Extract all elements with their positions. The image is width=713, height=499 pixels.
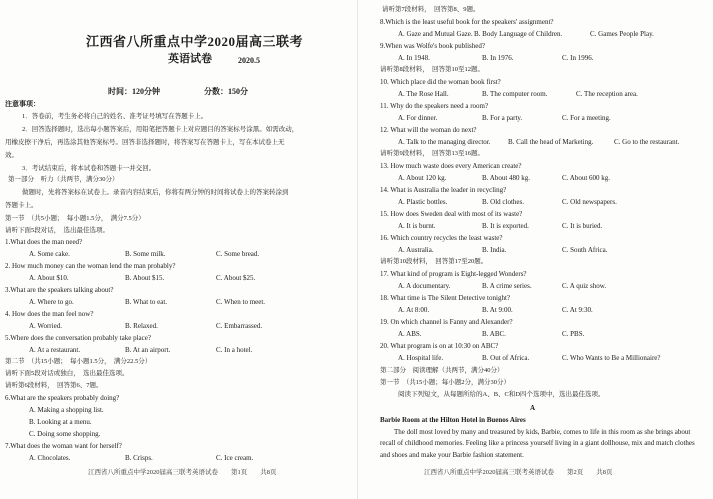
q9-option-b: B. In 1976. (482, 54, 514, 62)
q15-option-a: A. It is burnt. (398, 222, 436, 230)
question-12: 12. What will the woman do next? (380, 126, 477, 134)
q19-option-a: A. ABS. (398, 330, 422, 338)
section-2-instructions: 请听下面5段对话或独白， 选出最佳选项。 (5, 370, 129, 377)
section-1-heading: 第一节 （共5小题； 每小题1.5分， 满分7.5分） (5, 215, 145, 222)
q16-option-a: A. Australia. (398, 246, 434, 254)
question-8: 8.Which is the least useful book for the speakers' assignment? (380, 18, 554, 26)
q12-option-c: C. Go to the restaurant. (614, 138, 680, 146)
q8-option-a: A. Gaze and Mutual Gaze. (398, 30, 473, 38)
question-17: 17. What kind of program is Eight-legged Wonders? (380, 270, 527, 278)
part-2-section-1-instructions: 阅读下列短文，从每题所给的A、B、C和D四个选项中，选出最佳选项。 (398, 391, 605, 398)
q19-option-b: B. ABC. (482, 330, 506, 338)
section-2-heading: 第二节 （共15小题； 每小题1.5分， 满分22.5分） (5, 358, 152, 365)
material-10-instruction: 请听第10段材料， 回答第17至20题。 (380, 258, 488, 265)
exam-page-2 (358, 0, 713, 499)
q20-option-a: A. Hospital life. (398, 354, 444, 362)
q8-option-c: C. Games People Play. (590, 30, 654, 38)
q2-option-c: C. About $25. (216, 274, 256, 282)
question-1: 1.What does the man need? (5, 238, 83, 246)
question-5: 5.Where does the conversation probably take place? (5, 334, 151, 342)
q10-option-b: B. The computer room. (482, 90, 548, 98)
q5-option-c: C. In a hotel. (216, 346, 253, 354)
question-6: 6.What are the speakers probably doing? (5, 394, 120, 402)
question-10: 10. Which place did the woman book first? (380, 78, 501, 86)
notes-heading: 注意事项： (5, 100, 40, 108)
q20-option-c: C. Who Wants to Be a Millionaire? (562, 354, 661, 362)
q18-option-c: C. At 9:30. (562, 306, 593, 314)
question-9: 9.When was Wolfe's book published? (380, 42, 485, 50)
q14-option-b: B. Old clothes. (482, 198, 524, 206)
note-3: 3．考试结束后，将本试卷和答题卡一并交回。 (22, 165, 156, 172)
question-20: 20. What program is on at 10:30 on ABC? (380, 342, 499, 350)
question-2: 2. How much money can the woman lend the man probably? (5, 262, 176, 270)
q4-option-c: C. Embarrassed. (216, 322, 263, 330)
material-9-instruction: 请听第9段材料， 回答第13至16题。 (380, 150, 484, 157)
question-18: 18. What time is The Silent Detective tonight? (380, 294, 510, 302)
q20-option-b: B. Out of Africa. (482, 354, 530, 362)
passage-letter: A (530, 404, 536, 412)
q19-option-c: C. PBS. (562, 330, 585, 338)
note-2-line-2: 用橡皮擦干净后，再选涂其他答案标号。回答非选择题时，将答案写在答题卡上，写在本试卷上无 (5, 139, 285, 146)
q13-option-a: A. About 120 kg. (398, 174, 447, 182)
page-2-footer: 江西省八所重点中学2020届高三联考英语试卷 第2页 共8页 (424, 469, 613, 476)
question-15: 15. How does Sweden deal with most of its waste? (380, 210, 523, 218)
q3-option-b: B. What to eat. (125, 298, 168, 306)
question-11: 11. Why do the speakers need a room? (380, 102, 489, 110)
part-1-desc-line-2: 答题卡上。 (5, 202, 38, 209)
page-1-footer: 江西省八所重点中学2020届高三联考英语试卷 第1页 共8页 (88, 469, 277, 476)
exam-title: 江西省八所重点中学2020届高三联考 (86, 34, 304, 49)
material-8-instruction: 请听第8段材料， 回答第10至12题。 (380, 66, 484, 73)
q5-option-a: A. At a restaurant. (29, 346, 81, 354)
q14-option-a: A. Plastic bottles. (398, 198, 448, 206)
q11-option-c: C. For a meeting. (562, 114, 611, 122)
part-1-heading: 第一部分 听力（共两节，满分30分） (8, 176, 119, 183)
q2-option-b: B. About $15. (125, 274, 165, 282)
material-6-instruction: 请听第6段材料， 回答第6、7题。 (5, 382, 103, 389)
q12-option-a: A. Talk to the managing director. (398, 138, 491, 146)
score-label: 分数：150分 (204, 87, 248, 96)
q12-option-b: B. Call the head of Marketing. (508, 138, 594, 146)
q15-option-b: B. It is exported. (482, 222, 529, 230)
time-label: 时间：120分钟 (108, 87, 160, 96)
q7-option-a: A. Chocolates. (29, 454, 71, 462)
question-16: 16. Which country recycles the least waste? (380, 234, 503, 242)
note-2-line-3: 效。 (5, 152, 18, 159)
q16-option-c: C. South Africa. (562, 246, 608, 254)
question-4: 4. How does the man feel now? (5, 310, 94, 318)
q15-option-c: C. It is buried. (562, 222, 603, 230)
q9-option-c: C. In 1996. (562, 54, 594, 62)
material-7-instruction: 请听第7段材料， 回答第8、9题。 (382, 6, 480, 13)
q3-option-a: A. Where to go. (29, 298, 74, 306)
q7-option-b: B. Crisps. (125, 454, 153, 462)
passage-title: Barbie Room at the Hilton Hotel in Buenos Aires (380, 416, 526, 424)
q4-option-a: A. Worried. (29, 322, 62, 330)
q18-option-b: B. At 9:00. (482, 306, 513, 314)
q3-option-c: C. When to meet. (216, 298, 266, 306)
question-14: 14. What is Australia the leader in recycling? (380, 186, 507, 194)
q4-option-b: B. Relaxed. (125, 322, 158, 330)
q13-option-b: B. About 480 kg. (482, 174, 531, 182)
question-19: 19. On which channel is Fanny and Alexander? (380, 318, 513, 326)
note-2-line-1: 2．回答选择题时，选出每小题答案后，用铅笔把答题卡上对应题目的答案标号涂黑。如需改动， (22, 126, 299, 133)
q1-option-b: B. Some milk. (125, 250, 166, 258)
q6-option-b: B. Looking at a menu. (29, 418, 92, 426)
q10-option-c: C. The reception area. (576, 90, 638, 98)
q17-option-b: B. A crime series. (482, 282, 532, 290)
question-7: 7.What does the woman want for herself? (5, 442, 122, 450)
q13-option-c: C. About 600 kg. (562, 174, 611, 182)
q10-option-a: A. The Rose Hall. (398, 90, 449, 98)
part-2-section-1-heading: 第一节 （共15小题；每小题2分，满分30分） (380, 379, 510, 386)
q6-option-a: A. Making a shopping list. (29, 406, 104, 414)
q18-option-a: A. At 8:00. (398, 306, 430, 314)
q14-option-c: C. Old newspapers. (562, 198, 617, 206)
exam-subject: 英语试卷 (168, 53, 212, 65)
q6-option-c: C. Doing some shopping. (29, 430, 101, 438)
q17-option-c: C. A quiz show. (562, 282, 607, 290)
q11-option-a: A. For dinner. (398, 114, 438, 122)
question-3: 3.What are the speakers talking about? (5, 286, 114, 294)
note-1: 1．答卷前，考生务必将自己的姓名、准考证号填写在答题卡上。 (22, 113, 208, 120)
q1-option-a: A. Some cake. (29, 250, 70, 258)
q5-option-b: B. At an airport. (125, 346, 171, 354)
q8-option-b: B. Body Language of Children. (474, 30, 563, 38)
part-2-heading: 第二部分 阅读理解（共两节，满分40分） (380, 367, 504, 374)
passage-text: The doll most loved by many and treasured by kids, Barbie, comes to life in this room as she brings about recall of childhood memories. Feeling like a princess yourself living in a giant dollhouse, mix and match clothes and shoes and make your Barbie fashion statement. (380, 428, 695, 459)
q2-option-a: A. About $10. (29, 274, 69, 282)
question-13: 13. How much waste does every American create? (380, 162, 522, 170)
q9-option-a: A. In 1948. (398, 54, 430, 62)
q7-option-c: C. Ice cream. (216, 454, 254, 462)
exam-date: 2020.5 (238, 56, 260, 65)
q11-option-b: B. For a party. (482, 114, 523, 122)
section-1-instructions: 请听下面5段对话， 选出最佳选项。 (5, 227, 109, 234)
part-1-desc-line-1: 做题时，先将答案标在试卷上。录音内容结束后，你将有两分钟的时间将试卷上的答案转涂到 (22, 189, 289, 196)
q1-option-c: C. Some bread. (216, 250, 260, 258)
q17-option-a: A. A documentary. (398, 282, 451, 290)
q16-option-b: B. India. (482, 246, 507, 254)
